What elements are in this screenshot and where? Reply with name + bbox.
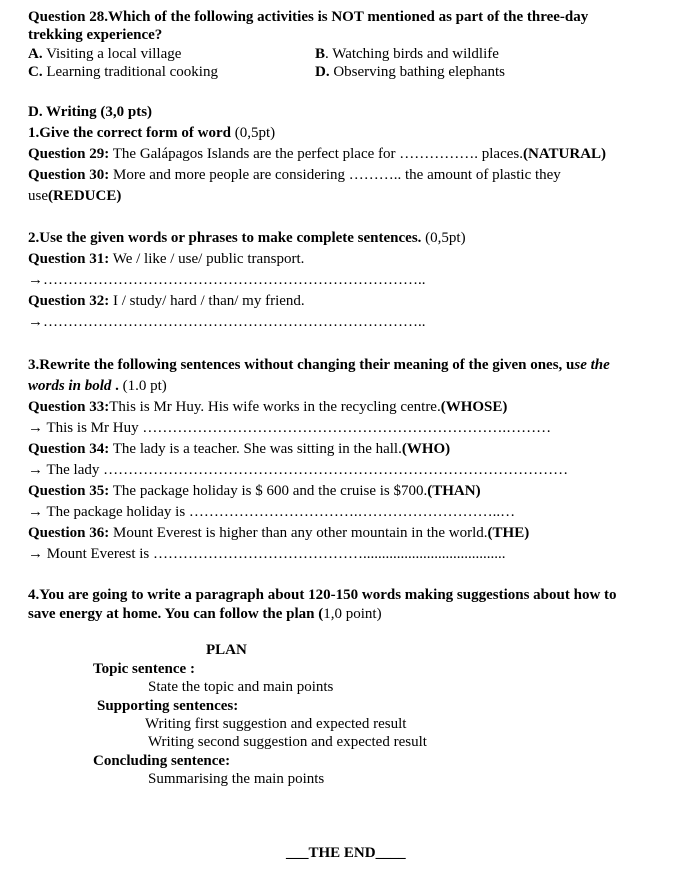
q33: Question 33:This is Mr Huy. His wife works in the recycling centre.(WHOSE) (28, 399, 508, 415)
q35-answer-line: → The package holiday is …………………………….………………………..… (28, 504, 516, 520)
q30-continued: use(REDUCE) (28, 188, 122, 204)
section1-heading: 1.Give the correct form of word (0,5pt) (28, 125, 276, 141)
writing-heading: D. Writing (3,0 pts) (28, 104, 153, 120)
q31-answer-line: →………………………………………………………………….. (28, 272, 426, 288)
q32-answer-line: →………………………………………………………………….. (28, 314, 426, 330)
q34: Question 34: The lady is a teacher. She was sitting in the hall.(WHO) (28, 441, 451, 457)
plan-supporting-label: Supporting sentences: (97, 698, 239, 714)
q28-option-d: D. Observing bathing elephants (315, 64, 505, 80)
section3-heading-line2: words in bold . (1.0 pt) (28, 378, 167, 394)
plan-concluding-desc: Summarising the main points (148, 771, 325, 787)
plan-topic-label: Topic sentence : (93, 661, 195, 677)
q34-answer-line: → The lady ………………………………………………………………………………… (28, 462, 569, 478)
q35: Question 35: The package holiday is $ 600 and the cruise is $700.(THAN) (28, 483, 481, 499)
q28-option-c: C. Learning traditional cooking (28, 64, 218, 80)
q28-title-line2: trekking experience? (28, 27, 163, 43)
section4-heading-line1: 4.You are going to write a paragraph about 120-150 words making suggestions about how to (28, 587, 617, 603)
plan-title: PLAN (206, 642, 247, 658)
plan-concluding-label: Concluding sentence: (93, 753, 231, 769)
q28-option-b: B. Watching birds and wildlife (315, 46, 499, 62)
plan-supporting-item-2: Writing second suggestion and expected result (148, 734, 427, 750)
section3-heading-line1: 3.Rewrite the following sentences without changing their meaning of the given ones, use the (28, 357, 610, 373)
q32: Question 32: I / study/ hard / than/ my friend. (28, 293, 305, 309)
plan-supporting-item-1: Writing first suggestion and expected result (145, 716, 407, 732)
q30: Question 30: More and more people are considering ……….. the amount of plastic they (28, 167, 561, 183)
q28-title-line1: Question 28.Which of the following activities is NOT mentioned as part of the three-day (28, 9, 589, 25)
q36: Question 36: Mount Everest is higher than any other mountain in the world.(THE) (28, 525, 530, 541)
q28-option-a: A. Visiting a local village (28, 46, 182, 62)
the-end: ___THE END____ (286, 845, 406, 861)
section4-heading-line2: save energy at home. You can follow the plan (1,0 point) (28, 606, 382, 622)
q33-answer-line: → This is Mr Huy ……………………………………………………………….……… (28, 420, 552, 436)
q29: Question 29: The Galápagos Islands are the perfect place for ……………. places.(NATURAL) (28, 146, 607, 162)
section2-heading: 2.Use the given words or phrases to make complete sentences. (0,5pt) (28, 230, 466, 246)
q36-answer-line: → Mount Everest is ……………………………………...................................... (28, 546, 506, 562)
q31: Question 31: We / like / use/ public transport. (28, 251, 305, 267)
plan-topic-desc: State the topic and main points (148, 679, 334, 695)
